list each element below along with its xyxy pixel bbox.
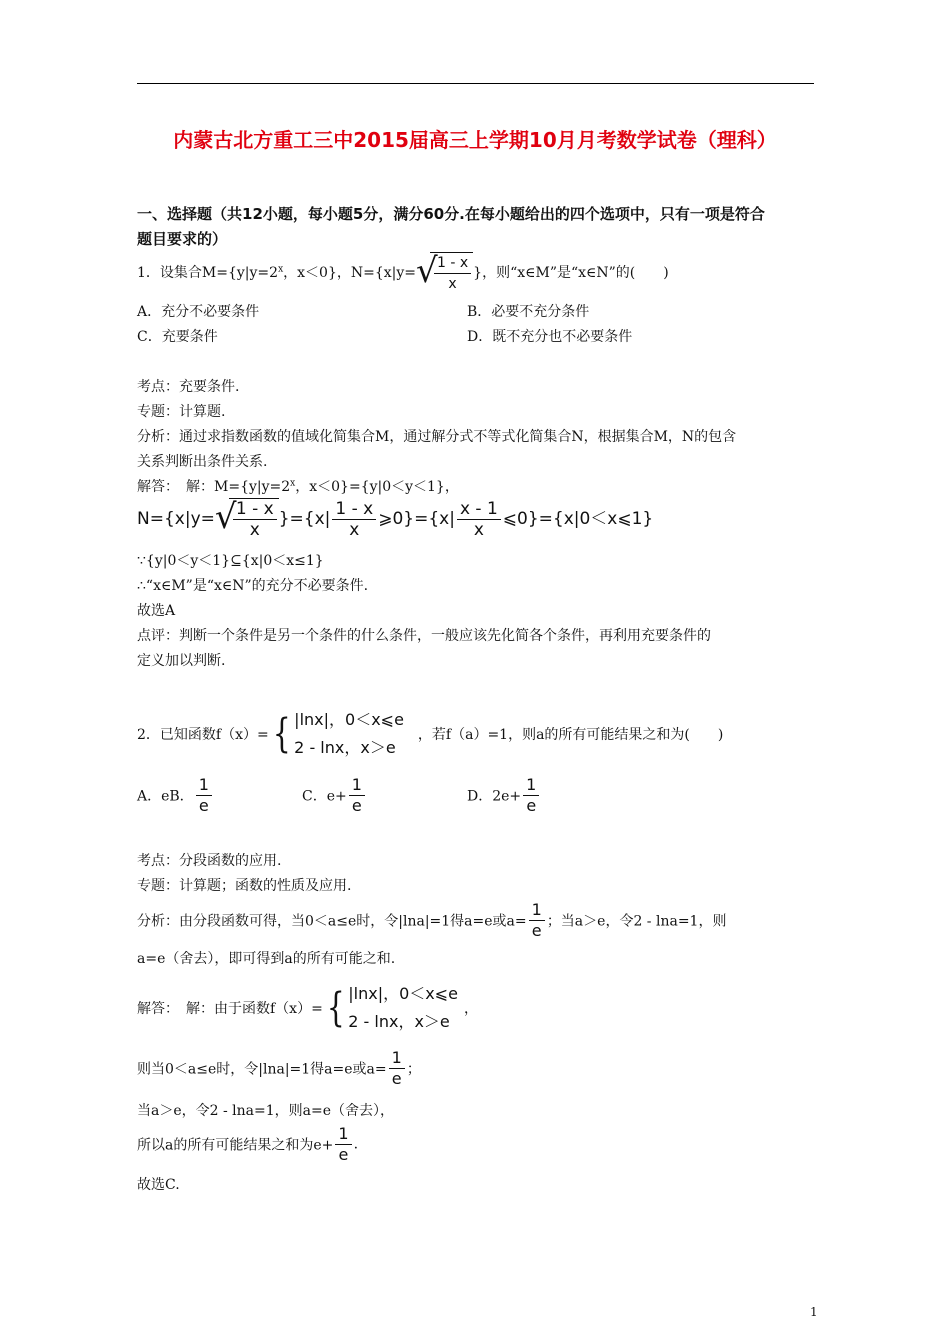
- q2-case-greater: 当a＞e，令2 - lna=1，则a=e（舍去），: [137, 1103, 395, 1119]
- q1-zhuanti: 专题：计算题.: [137, 404, 226, 420]
- q1-stem: 1．设集合$M=\{y|y=2^x$，x＜0}，N={x|y= √ $\frac{1 - x}{x}$ }，则“x∈M”是“x∈N”的( ): [137, 251, 669, 292]
- q1-set-n-derivation: N={x|y= √ $\frac{1 - x}{x}$ }={x| $\frac{1 - x}{x}$ ⩾0}={x| $\frac{x - 1}{x}$ ⩽0}={x|0＜x⩽1}: [137, 497, 654, 540]
- q2-sum: 所以a的所有可能结果之和为e+ $\frac{1}{e}$ .: [137, 1124, 359, 1164]
- q1-dianping-line2: 定义加以判断.: [137, 653, 226, 669]
- q1-fenxi-line1: 分析：通过求指数函数的值域化简集合M，通过解分式不等式化简集合N，根据集合M，N的包含: [137, 429, 737, 445]
- q1-dianping-line1: 点评：判断一个条件是另一个条件的什么条件，一般应该先化简各个条件，再利用充要条件的: [137, 628, 711, 644]
- section-heading-line2: 题目要求的）: [137, 230, 228, 248]
- q2-zhuanti: 专题：计算题；函数的性质及应用.: [137, 878, 352, 894]
- q1-because: ∵{y|0＜y＜1}⊆{x|0＜x≤1}: [137, 553, 324, 569]
- q1-fenxi-line2: 关系判断出条件关系.: [137, 454, 268, 470]
- document-title: 内蒙古北方重工三中2015届高三上学期10月月考数学试卷（理科）: [173, 128, 777, 152]
- q1-option-d: D．既不充分也不必要条件: [467, 329, 633, 345]
- page-number: 1: [810, 1305, 818, 1319]
- q1-option-b: B．必要不充分条件: [467, 304, 590, 320]
- q1-option-a: A．充分不必要条件: [137, 304, 260, 320]
- q2-option-d: D．2e+ $\frac{1}{e}$: [467, 775, 541, 816]
- q1-option-c: C．充要条件: [137, 329, 218, 345]
- q2-fenxi-line2: a=e（舍去），即可得到a的所有可能之和.: [137, 951, 396, 967]
- q1-jieda: 解答： 解：$M=\{y|y=2^x$，x＜0}={y|0＜y＜1}，: [137, 478, 459, 495]
- section-heading-line1: 一、选择题（共12小题，每小题5分，满分60分.在每小题给出的四个选项中，只有一项是符合: [137, 205, 765, 223]
- q1-kaodian: 考点：充要条件.: [137, 379, 240, 395]
- q2-option-c: C．e+ $\frac{1}{e}$: [302, 775, 367, 816]
- q1-sqrt-expression: √ $\frac{1 - x}{x}$: [416, 252, 473, 294]
- q2-jieda: 解答： 解：由于函数f（x）={ |lnx|，0＜x⩽e 2 - lnx，x＞e ，: [137, 980, 478, 1036]
- q2-piecewise-brace: {: [272, 711, 291, 757]
- q1-answer: 故选A: [137, 603, 176, 619]
- q2-jieda-brace: {: [326, 985, 345, 1031]
- q2-kaodian: 考点：分段函数的应用.: [137, 853, 282, 869]
- q2-options-ab: A．eB． $\frac{1}{e}$: [137, 775, 214, 816]
- q2-case-when: 则当0＜a≤e时，令|lna|=1得a=e或a= $\frac{1}{e}$ ；: [137, 1048, 421, 1088]
- q2-jieda-cases: |lnx|，0＜x⩽e 2 - lnx，x＞e: [348, 984, 459, 1031]
- q2-fenxi-line1: 分析：由分段函数可得，当0＜a≤e时，令|lna|=1得a=e或a= $\frac{1}{e}$ ；当a＞e，令2 - lna=1，则: [137, 900, 727, 940]
- q2-piecewise-cases: |lnx|，0＜x⩽e 2 - lnx，x＞e: [294, 710, 404, 757]
- header-rule: [137, 83, 814, 84]
- q2-answer: 故选C.: [137, 1177, 180, 1193]
- q2-stem: 2．已知函数f（x）={ |lnx|，0＜x⩽e 2 - lnx，x＞e ，若f（a）=1，则a的所有可能结果之和为( ): [137, 706, 723, 762]
- q1-therefore: ∴“x∈M”是“x∈N”的充分不必要条件.: [137, 578, 369, 594]
